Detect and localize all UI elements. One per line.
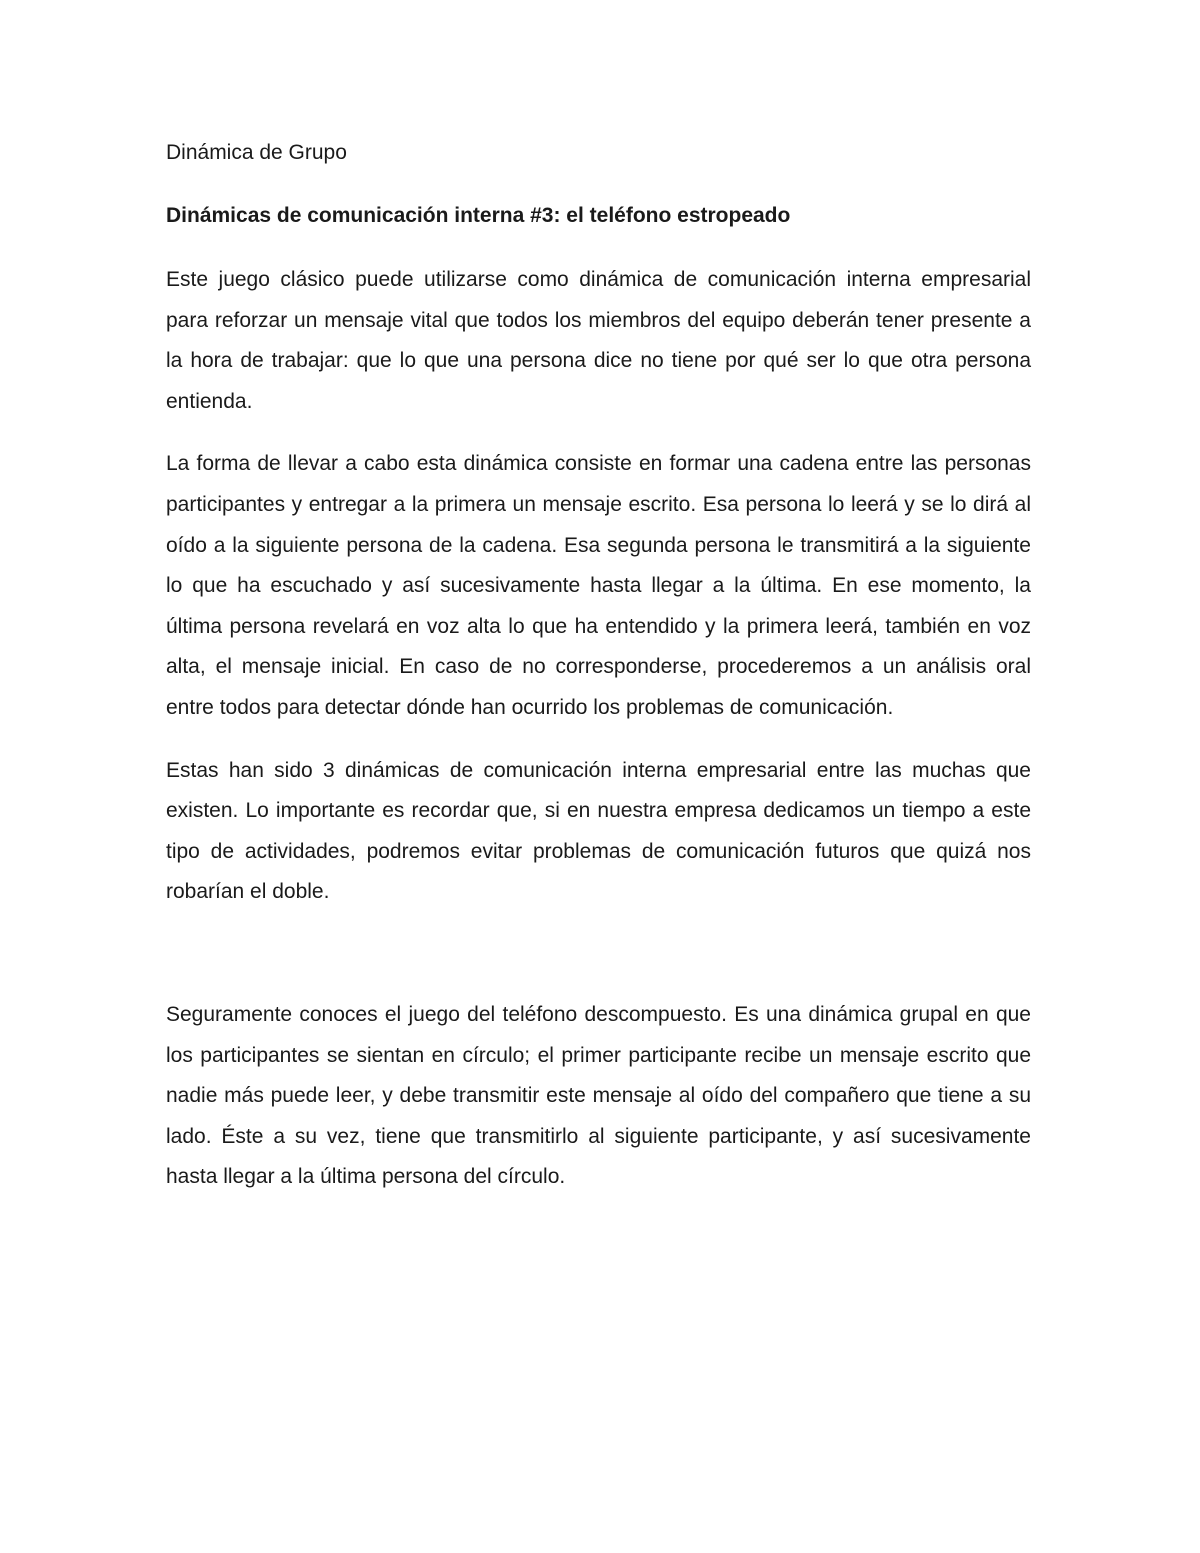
paragraph-conclusion: Estas han sido 3 dinámicas de comunicación interna empresarial entre las muchas que existen. Lo importante es recordar que, si en nuestra empresa dedicamos un tiempo a este tipo de actividades, podremos evitar problemas de comunicación futuros que quizá nos robarían el doble. xyxy=(166,758,1031,904)
paragraph-intro: Este juego clásico puede utilizarse como dinámica de comunicación interna empresarial para reforzar un mensaje vital que todos los miembros del equipo deberán tener presente a la hora de trabajar: que lo que una persona dice no tiene por qué ser lo que otra persona entienda. xyxy=(166,268,1031,413)
section-heading: Dinámicas de comunicación interna #3: el teléfono estropeado xyxy=(166,204,791,227)
paragraph-procedure: La forma de llevar a cabo esta dinámica consiste en formar una cadena entre las personas participantes y entregar a la primera un mensaje escrito. Esa persona lo leerá y se lo dirá al oído a la siguiente persona de la cadena. Esa segunda persona le transmitirá a la siguiente lo que ha escuchado y así sucesivamente hasta llegar a la última. En ese momento, la última persona revelará en voz alta lo que ha entendido y la primera leerá, también en voz alta, el mensaje inicial. En caso de no corresponderse, procederemos a un análisis oral entre todos para detectar dónde han ocurrido los problemas de comunicación. xyxy=(166,452,1031,719)
document-body xyxy=(166,138,1031,1220)
blank-space xyxy=(166,913,1031,995)
paragraph-telefono-descompuesto: Seguramente conoces el juego del teléfono descompuesto. Es una dinámica grupal en que los participantes se sientan en círculo; el primer participante recibe un mensaje escrito que nadie más puede leer, y debe transmitir este mensaje al oído del compañero que tiene a su lado. Éste a su vez, tiene que transmitirlo al siguiente participante, y así sucesivamente hasta llegar a la última persona del círculo. xyxy=(166,1002,1031,1189)
document-title: Dinámica de Grupo xyxy=(166,141,347,164)
